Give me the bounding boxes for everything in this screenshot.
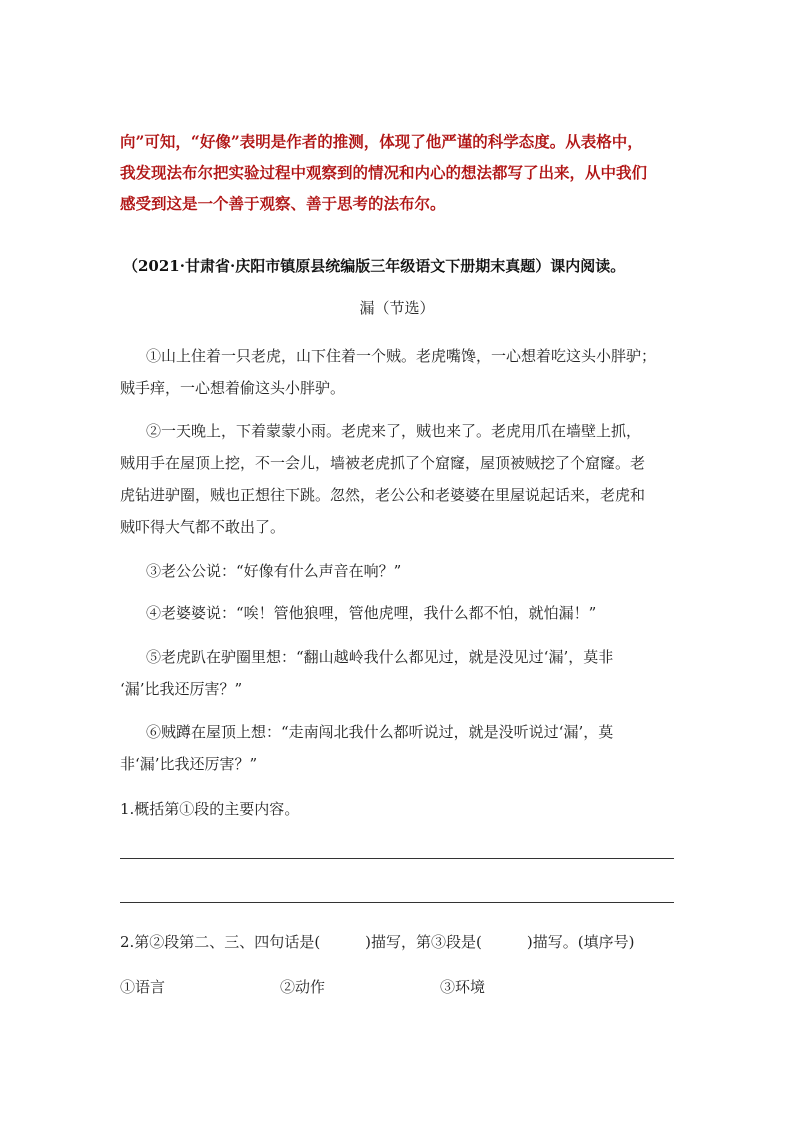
question-2: 2.第②段第二、三、四句话是( )描写，第③段是( )描写。(填序号): [120, 933, 635, 951]
passage-title: 漏（节选）: [359, 299, 435, 317]
paragraph-5-line-2: ‘漏’比我还厉害？”: [120, 680, 243, 698]
paragraph-2-line-1: ②一天晚上，下着蒙蒙小雨。老虎来了，贼也来了。老虎用爪在墙壁上抓，: [146, 422, 642, 440]
paragraph-5: [120, 641, 676, 705]
answer-line-1: 向”可知，“好像”表明是作者的推测，体现了他严谨的科学态度。从表格中，: [120, 132, 643, 151]
answer-line-2: 我发现法布尔把实验过程中观察到的情况和内心的想法都写了出来，从中我们: [120, 163, 648, 182]
paragraph-3: [120, 555, 676, 587]
answer-line-3: 感受到这是一个善于观察、善于思考的法布尔。: [120, 194, 446, 213]
paragraph-4-line-1: ④老婆婆说：“唉！管他狼哩，管他虎哩，我什么都不怕，就怕漏！”: [146, 604, 597, 622]
option-1: ①语言: [120, 978, 166, 996]
answer-text-block: [120, 126, 676, 219]
source-heading: （2021·甘肃省·庆阳市镇原县统编版三年级语文下册期末真题）课内阅读。: [123, 257, 626, 275]
answer-blank-line-1[interactable]: [120, 858, 674, 859]
question-1: 1.概括第①段的主要内容。: [120, 800, 300, 818]
paragraph-2-line-4: 贼吓得大气都不敢出了。: [120, 518, 286, 536]
paragraph-6: [120, 716, 676, 780]
paragraph-2: [120, 415, 676, 543]
paragraph-5-line-1: ⑤老虎趴在驴圈里想：“翻山越岭我什么都见过，就是没见过‘漏’，莫非: [146, 648, 614, 666]
option-2: ②动作: [280, 978, 326, 996]
paragraph-4: [120, 597, 676, 629]
paragraph-1-line-1: ①山上住着一只老虎，山下住着一个贼。老虎嘴馋，一心想着吃这头小胖驴；: [146, 347, 657, 365]
paragraph-6-line-2: 非‘漏’比我还厉害？”: [120, 755, 258, 773]
paragraph-1: [120, 340, 676, 404]
answer-blank-line-2[interactable]: [120, 902, 674, 903]
paragraph-2-line-3: 虎钻进驴圈，贼也正想往下跳。忽然，老公公和老婆婆在里屋说起话来，老虎和: [120, 486, 646, 504]
option-3: ③环境: [440, 978, 486, 996]
paragraph-3-line-1: ③老公公说：“好像有什么声音在响？”: [146, 562, 402, 580]
paragraph-6-line-1: ⑥贼蹲在屋顶上想：“走南闯北我什么都听说过，就是没听说过‘漏’，莫: [146, 723, 614, 741]
paragraph-2-line-2: 贼用手在屋顶上挖，不一会儿，墙被老虎抓了个窟窿，屋顶被贼挖了个窟窿。老: [120, 454, 646, 472]
paragraph-1-line-2: 贼手痒，一心想着偷这头小胖驴。: [120, 379, 346, 397]
